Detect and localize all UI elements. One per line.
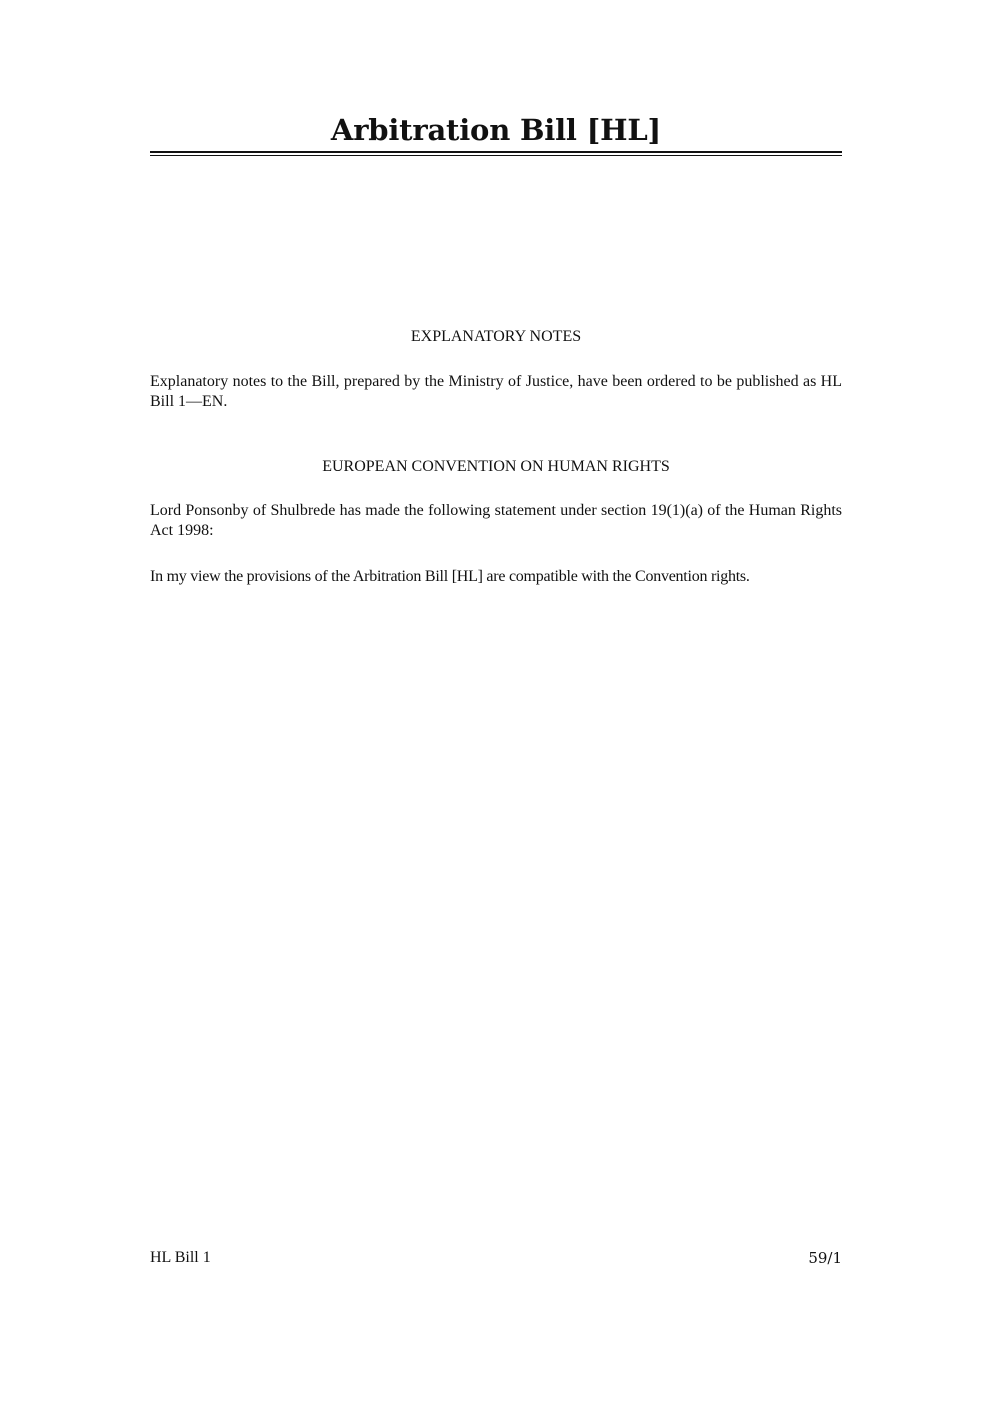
explanatory-notes-heading: EXPLANATORY NOTES bbox=[410, 328, 582, 345]
echr-statement-intro: Lord Ponsonby of Shulbrede has made the following statement under section 19(1)(a) of the Human Rights Act 1998: bbox=[150, 502, 842, 539]
footer-page-reference: 59/1 bbox=[808, 1249, 842, 1267]
echr-heading: EUROPEAN CONVENTION ON HUMAN RIGHTS bbox=[322, 458, 670, 475]
title-rule-thick bbox=[150, 151, 842, 153]
title-rule-thin bbox=[150, 155, 842, 156]
footer-bill-reference: HL Bill 1 bbox=[150, 1249, 211, 1266]
explanatory-notes-text: Explanatory notes to the Bill, prepared by the Ministry of Justice, have been ordered to be published as HL Bill 1—EN. bbox=[150, 373, 842, 410]
page-title: Arbitration Bill [HL] bbox=[330, 113, 662, 147]
echr-statement: In my view the provisions of the Arbitration Bill [HL] are compatible with the Convention rights. bbox=[150, 568, 750, 585]
